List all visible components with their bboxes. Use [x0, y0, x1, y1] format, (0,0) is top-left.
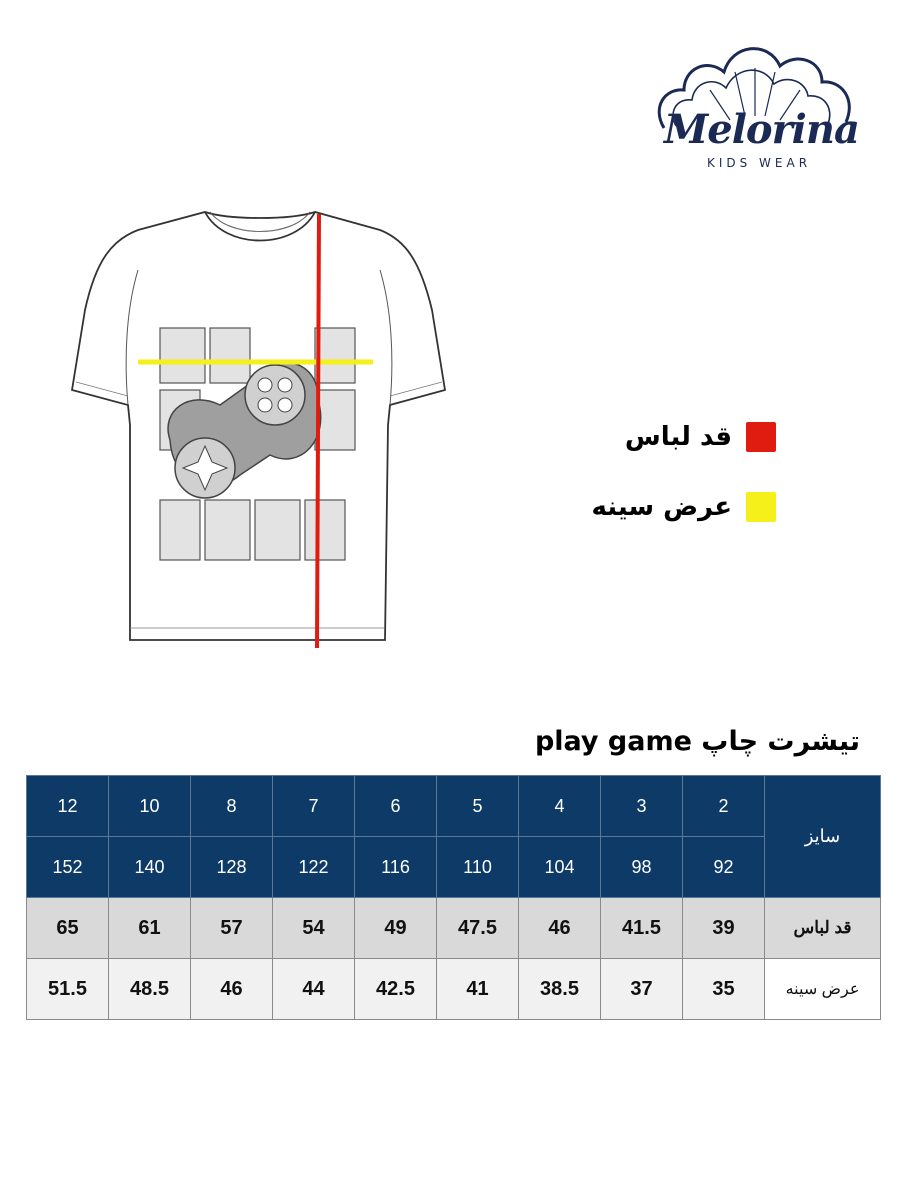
- legend-length-label: قد لباس: [624, 422, 732, 452]
- tshirt-illustration: [60, 200, 460, 660]
- chest-cell: 46: [191, 959, 273, 1020]
- size-cell: 12: [27, 776, 109, 837]
- yellow-square-icon: [746, 492, 776, 522]
- size-cell: 6: [355, 776, 437, 837]
- chest-cell: 48.5: [109, 959, 191, 1020]
- height-cell: 140: [109, 837, 191, 898]
- size-cell: 3: [601, 776, 683, 837]
- chest-cell: 42.5: [355, 959, 437, 1020]
- size-row: [27, 776, 881, 837]
- size-cell: 4: [519, 776, 601, 837]
- length-cell: 46: [519, 898, 601, 959]
- product-title: تیشرت چاپ play game: [534, 726, 860, 757]
- height-row: [27, 837, 881, 898]
- size-header-label: سایز: [765, 776, 881, 898]
- size-cell: 2: [683, 776, 765, 837]
- brand-logo: [650, 30, 860, 180]
- height-cell: 116: [355, 837, 437, 898]
- chest-cell: 41: [437, 959, 519, 1020]
- size-cell: 8: [191, 776, 273, 837]
- legend-length: [625, 422, 776, 452]
- length-cell: 57: [191, 898, 273, 959]
- height-cell: 104: [519, 837, 601, 898]
- length-cell: 39: [683, 898, 765, 959]
- chest-cell: 44: [273, 959, 355, 1020]
- brand-name: Melorina: [664, 106, 859, 153]
- height-cell: 128: [191, 837, 273, 898]
- tshirt-icon: [60, 200, 460, 660]
- length-cell: 54: [273, 898, 355, 959]
- size-cell: 7: [273, 776, 355, 837]
- length-row: [27, 898, 881, 959]
- size-cell: 10: [109, 776, 191, 837]
- height-cell: 122: [273, 837, 355, 898]
- height-cell: 98: [601, 837, 683, 898]
- height-cell: 92: [683, 837, 765, 898]
- chest-row-label: عرض سینه: [765, 959, 881, 1020]
- length-row-label: قد لباس: [765, 898, 881, 959]
- size-cell: 5: [437, 776, 519, 837]
- length-cell: 41.5: [601, 898, 683, 959]
- height-cell: 110: [437, 837, 519, 898]
- chest-cell: 51.5: [27, 959, 109, 1020]
- length-cell: 61: [109, 898, 191, 959]
- chest-cell: 38.5: [519, 959, 601, 1020]
- length-cell: 47.5: [437, 898, 519, 959]
- red-square-icon: [746, 422, 776, 452]
- height-cell: 152: [27, 837, 109, 898]
- chest-row: [27, 959, 881, 1020]
- length-cell: 49: [355, 898, 437, 959]
- size-chart-table: [26, 775, 881, 1020]
- length-cell: 65: [27, 898, 109, 959]
- legend-chest-label: عرض سینه: [591, 492, 732, 522]
- chest-cell: 37: [601, 959, 683, 1020]
- brand-tagline: KIDS WEAR: [706, 156, 812, 170]
- chest-cell: 35: [683, 959, 765, 1020]
- legend-chest: [591, 492, 776, 522]
